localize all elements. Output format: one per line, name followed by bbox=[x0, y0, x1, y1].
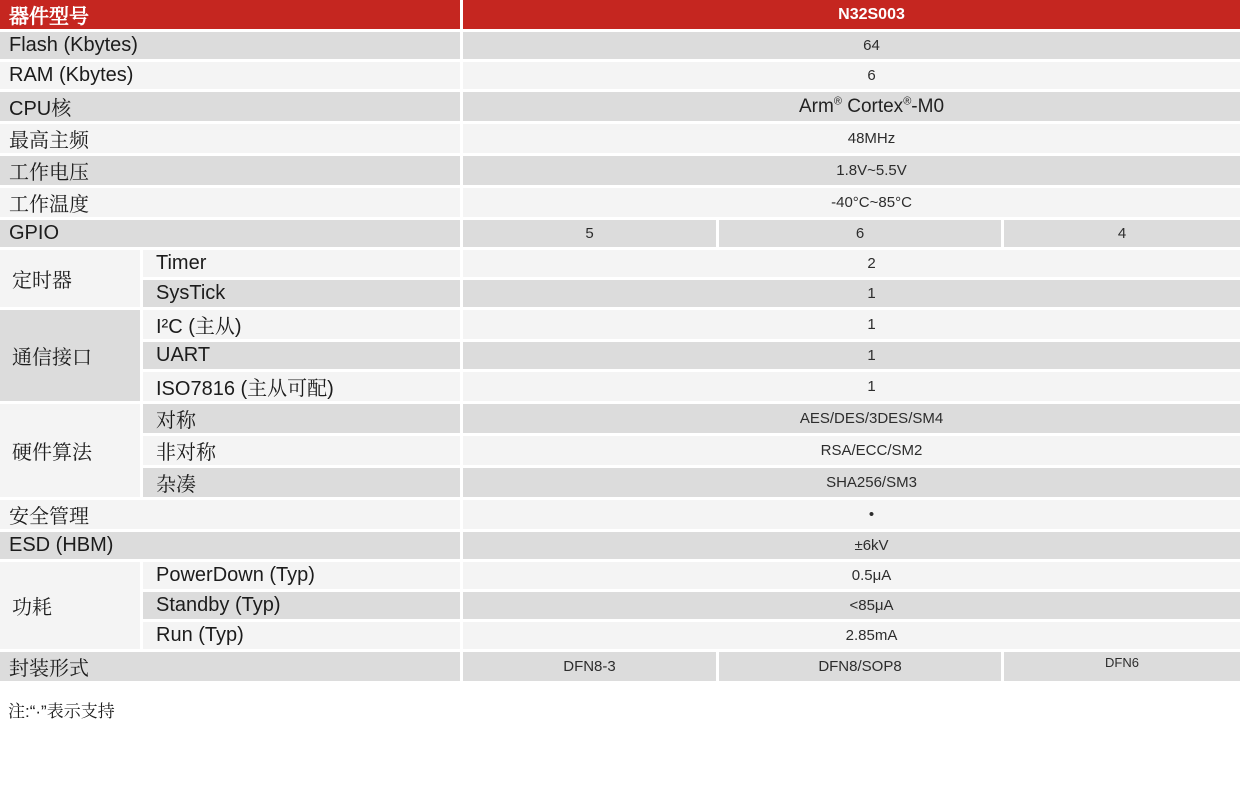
row-value-run: 2.85mA bbox=[463, 622, 1240, 652]
row-value-package-3: DFN6 bbox=[1004, 652, 1240, 684]
table-row bbox=[0, 562, 1240, 592]
table-row bbox=[0, 156, 1240, 188]
row-label-ram: RAM (Kbytes) bbox=[0, 62, 463, 92]
table-row bbox=[0, 342, 1240, 372]
row-value-gpio-1: 5 bbox=[463, 220, 719, 250]
row-value-uart: 1 bbox=[463, 342, 1240, 372]
row-value-standby: <85μA bbox=[463, 592, 1240, 622]
row-value-freq: 48MHz bbox=[463, 124, 1240, 156]
row-label-i2c: I²C (主从) bbox=[143, 310, 463, 342]
footnote: 注:“·”表示支持 bbox=[8, 702, 115, 721]
table-row bbox=[0, 92, 1240, 124]
row-value-cpu bbox=[463, 92, 1240, 124]
table-row bbox=[0, 652, 1240, 684]
row-label-powerdown: PowerDown (Typ) bbox=[143, 562, 463, 592]
row-value-hash: SHA256/SM3 bbox=[463, 468, 1240, 500]
row-label-standby: Standby (Typ) bbox=[143, 592, 463, 622]
table-row bbox=[0, 250, 1240, 280]
row-label-voltage: 工作电压 bbox=[0, 156, 463, 188]
row-value-i2c: 1 bbox=[463, 310, 1240, 342]
table-row bbox=[0, 622, 1240, 652]
row-label-asymmetric: 非对称 bbox=[143, 436, 463, 468]
row-label-iso7816: ISO7816 (主从可配) bbox=[143, 372, 463, 404]
row-value-timer: 2 bbox=[463, 250, 1240, 280]
row-value-esd: ±6kV bbox=[463, 532, 1240, 562]
row-value-gpio-2: 6 bbox=[719, 220, 1004, 250]
row-label-security: 安全管理 bbox=[0, 500, 463, 532]
row-value-flash: 64 bbox=[463, 32, 1240, 62]
row-label-uart: UART bbox=[143, 342, 463, 372]
cpu-value-prefix: Arm bbox=[799, 95, 834, 117]
row-label-flash: Flash (Kbytes) bbox=[0, 32, 463, 62]
table-row bbox=[0, 188, 1240, 220]
cpu-value-suffix: -M0 bbox=[911, 95, 945, 117]
cpu-value-mid: Cortex bbox=[841, 95, 904, 117]
row-label-systick: SysTick bbox=[143, 280, 463, 310]
table-row bbox=[0, 280, 1240, 310]
group-label-comm: 通信接口 bbox=[0, 310, 143, 404]
header-part-number: N32S003 bbox=[463, 0, 1240, 32]
row-label-timer: Timer bbox=[143, 250, 463, 280]
row-label-cpu: CPU核 bbox=[0, 92, 463, 124]
row-label-esd: ESD (HBM) bbox=[0, 532, 463, 562]
table-row bbox=[0, 532, 1240, 562]
row-value-voltage: 1.8V~5.5V bbox=[463, 156, 1240, 188]
row-value-asymmetric: RSA/ECC/SM2 bbox=[463, 436, 1240, 468]
row-value-gpio-3: 4 bbox=[1004, 220, 1240, 250]
row-value-package-1: DFN8-3 bbox=[463, 652, 719, 684]
table-row bbox=[0, 32, 1240, 62]
row-value-ram: 6 bbox=[463, 62, 1240, 92]
row-value-package-2: DFN8/SOP8 bbox=[719, 652, 1004, 684]
row-label-package: 封装形式 bbox=[0, 652, 463, 684]
table-row bbox=[0, 310, 1240, 342]
group-label-timer: 定时器 bbox=[0, 250, 143, 310]
table-row bbox=[0, 372, 1240, 404]
table-row bbox=[0, 468, 1240, 500]
row-label-hash: 杂凑 bbox=[143, 468, 463, 500]
row-value-powerdown: 0.5μA bbox=[463, 562, 1240, 592]
row-value-temperature: -40°C~85°C bbox=[463, 188, 1240, 220]
table-row bbox=[0, 62, 1240, 92]
table-row bbox=[0, 500, 1240, 532]
row-value-symmetric: AES/DES/3DES/SM4 bbox=[463, 404, 1240, 436]
group-label-power: 功耗 bbox=[0, 562, 143, 652]
registered-mark: ® bbox=[903, 95, 912, 108]
table-row bbox=[0, 124, 1240, 156]
row-label-symmetric: 对称 bbox=[143, 404, 463, 436]
row-value-security: • bbox=[463, 500, 1240, 532]
group-label-crypto: 硬件算法 bbox=[0, 404, 143, 500]
header-device-model: 器件型号 bbox=[0, 0, 463, 32]
registered-mark: ® bbox=[833, 95, 842, 108]
row-label-gpio: GPIO bbox=[0, 220, 463, 250]
table-header-row bbox=[0, 0, 1240, 32]
table-row bbox=[0, 436, 1240, 468]
table-row bbox=[0, 220, 1240, 250]
table-row bbox=[0, 404, 1240, 436]
row-label-freq: 最高主频 bbox=[0, 124, 463, 156]
row-value-systick: 1 bbox=[463, 280, 1240, 310]
row-label-run: Run (Typ) bbox=[143, 622, 463, 652]
table-row bbox=[0, 592, 1240, 622]
row-label-temperature: 工作温度 bbox=[0, 188, 463, 220]
row-value-iso7816: 1 bbox=[463, 372, 1240, 404]
